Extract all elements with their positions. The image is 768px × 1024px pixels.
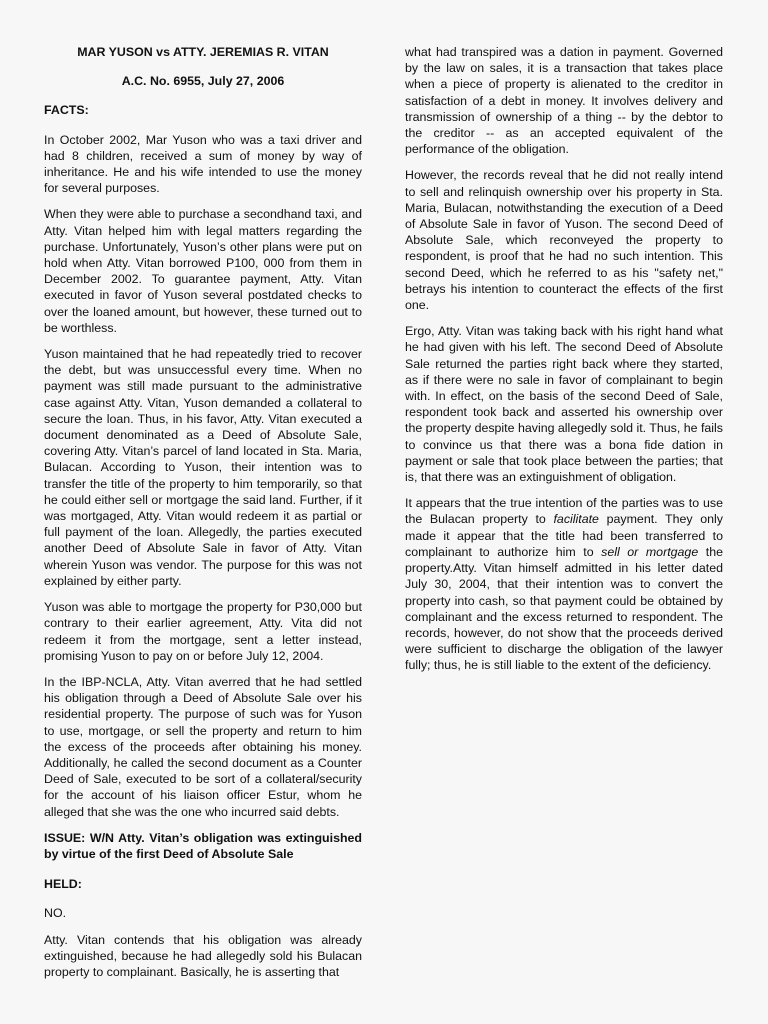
held-paragraph [405, 495, 723, 673]
facts-paragraph: Yuson maintained that he had repeatedly tried to recover the debt, but was unsuccessful every time. When no payment was still made pursuant to the administrative case against Atty. Vitan, Yuson demanded a collateral to secure the loan. Thus, in his favor, Atty. Vitan executed a document denominated as a Deed of Absolute Sale, covering Atty. Vitan’s parcel of land located in Sta. Maria, Bulacan. According to Yuson, their intention was to transfer the title of the property to him temporarily, so that he could either sell or mortgage the said land. Further, if it was mortgaged, Atty. Vitan would redeem it as partial or full payment of the loan. Allegedly, the parties executed another Deed of Absolute Sale in favor of Atty. Vitan wherein Yuson was vendor. The purpose for this was not explained by either party. [44, 347, 362, 588]
issue-statement: ISSUE: W/N Atty. Vitan’s obligation was extinguished by virtue of the first Deed of Absolute Sale [44, 830, 362, 861]
facts-paragraph: When they were able to purchase a secondhand taxi, and Atty. Vitan helped him with legal matters regarding the purchase. Unfortunately, Yuson’s other plans were put on hold when Atty. Vitan borrowed P100, 000 from them in December 2002. To guarantee payment, Atty. Vitan executed in favor of Yuson several postdated checks to over the loaned amount, but however, these turned out to be worthless. [44, 207, 362, 335]
held-paragraph: Atty. Vitan contends that his obligation was already extinguished, because he had allegedly sold his Bulacan property to complainant. Basically, he is asserting that [44, 932, 362, 979]
facts-paragraph: In the IBP-NCLA, Atty. Vitan averred that he had settled his obligation through a Deed of Absolute Sale over his residential property. The purpose of such was for Yuson to use, mortgage, or sell the property and return to him the excess of the proceeds after obtaining his money. Additionally, he called the second document as a Counter Deed of Sale, executed to be sort of a collateral/security for the account of his liaison officer Estur, whom he alleged that she was the one who incurred said debts. [44, 674, 362, 819]
case-title: MAR YUSON vs ATTY. JEREMIAS R. VITAN [77, 45, 329, 59]
held-text: the property.Atty. Vitan himself admitted in his letter dated July 30, 2004, that their intention was to convert the property into cash, so that payment could be obtained by complainant and the excess returned to respondent. The records, however, do not show that the proceeds derived were sufficient to discharge the obligation of the lawyer fully; thus, he is still liable to the extent of the deficiency. [405, 544, 723, 673]
held-answer: NO. [44, 906, 67, 921]
held-text: It appears that the true intention of the parties was to use the Bulacan property to [405, 496, 723, 527]
right-column [405, 44, 723, 684]
held-paragraph-continued: what had transpired was a dation in payment. Governed by the law on sales, it is a transaction that takes place when a piece of property is alienated to the creditor in satisfaction of a debt in money. It involves delivery and transmission of ownership of a thing -- by the debtor to the creditor -- as an accepted equivalent of the performance of the obligation. [405, 45, 723, 157]
left-column [44, 44, 362, 1006]
held-paragraph: However, the records reveal that he did not really intend to sell and relinquish ownership over his property in Sta. Maria, Bulacan, notwithstanding the execution of a Deed of Absolute Sale in favor of Yuson. The second Deed of Absolute Sale, which reconveyed the property to respondent, is proof that he had no such intention. This second Deed, which he referred to as his "safety net," betrays his intention to counteract the effects of the first one. [405, 168, 723, 313]
held-heading: HELD: [44, 877, 82, 892]
facts-paragraph: Yuson was able to mortgage the property for P30,000 but contrary to their earlier agreement, Atty. Vita did not redeem it from the mortgage, sent a letter instead, promising Yuson to pay on or before July 12, 2004. [44, 600, 362, 663]
case-citation: A.C. No. 6955, July 27, 2006 [121, 74, 285, 89]
facts-paragraph: In October 2002, Mar Yuson who was a taxi driver and had 8 children, received a sum of money by way of inheritance. He and his wife intended to use the money for several purposes. [44, 132, 362, 196]
held-emphasis: sell or mortgage [601, 544, 699, 559]
held-emphasis: facilitate [553, 512, 599, 527]
held-text: payment. They only made it appear that the title had been transferred to complainant to authorize him to [405, 512, 723, 559]
facts-heading: FACTS: [44, 103, 89, 118]
held-paragraph: Ergo, Atty. Vitan was taking back with his right hand what he had given with his left. The second Deed of Absolute Sale returned the parties right back where they started, as if there were no sale in favor of complainant to begin with. In effect, on the basis of the second Deed of Sale, respondent took back and asserted his ownership over the property despite having allegedly sold it. Thus, he fails to convince us that there was a bona fide dation in payment or sale that took place between the parties; that is, that there was an extinguishment of obligation. [405, 324, 723, 485]
